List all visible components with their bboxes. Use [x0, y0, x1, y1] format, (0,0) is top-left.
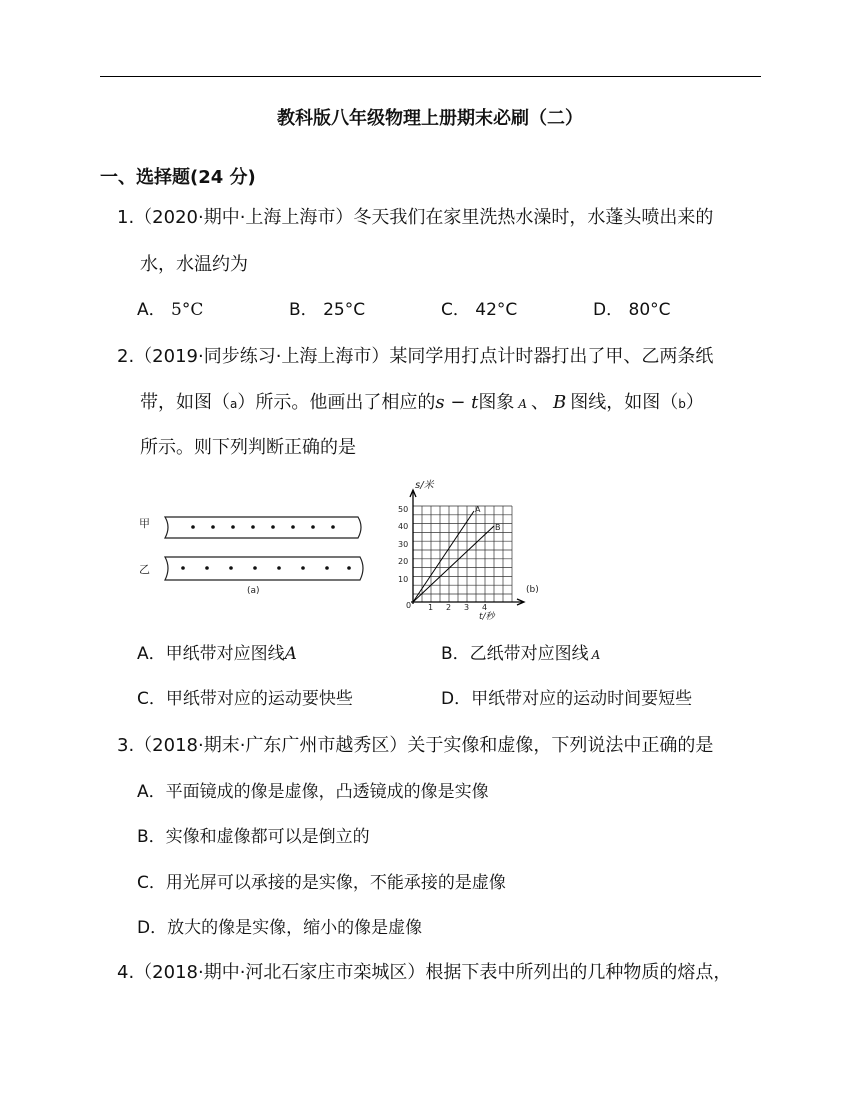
question-2-line-1: 2.（2019·同步练习·上海上海市）某同学用打点计时器打出了甲、乙两条纸 [117, 346, 714, 367]
x-tick: 2 [446, 603, 452, 612]
option-text: 平面镜成的像是虚像，凸透镜成的像是实像 [165, 782, 489, 802]
text-run: a [230, 397, 238, 411]
x-tick-labels [428, 603, 487, 612]
option-letter: D． [441, 689, 472, 709]
x-tick: 4 [482, 603, 488, 612]
option-text: 5°C [171, 300, 204, 320]
q3-option-c[interactable] [137, 871, 506, 895]
question-2-line-2 [140, 391, 704, 416]
figure-a-caption: (a) [247, 586, 260, 596]
option-text: 25°C [323, 300, 366, 320]
option-letter: B． [289, 300, 318, 320]
q1-option-a[interactable] [137, 298, 203, 322]
text-run: ）所示。他画出了相应的 [237, 392, 436, 413]
math-symbol: A [591, 648, 601, 662]
x-axis-label: t/秒 [479, 612, 495, 621]
option-letter: C． [137, 689, 166, 709]
option-letter: A． [137, 782, 166, 802]
option-letter: B． [137, 827, 166, 847]
tape-yi-dots [181, 566, 351, 570]
text-run: 带，如图（ [140, 392, 230, 413]
math-symbol: A [284, 644, 297, 664]
option-letter: A． [137, 300, 166, 320]
math-symbol: B [553, 392, 567, 413]
q1-option-c[interactable] [441, 298, 517, 322]
option-letter: B． [441, 644, 470, 664]
y-tick: 50 [398, 505, 409, 514]
q3-option-b[interactable] [137, 825, 370, 849]
option-text: 甲纸带对应图线 [165, 644, 285, 664]
option-letter: A． [137, 644, 166, 664]
text-run: 图线，如图（ [570, 392, 679, 413]
line-b [413, 526, 494, 602]
option-letter: C． [441, 300, 470, 320]
q3-option-d[interactable] [137, 916, 422, 940]
q3-option-a[interactable] [137, 780, 489, 804]
y-tick: 20 [398, 557, 409, 566]
text-run: 、 [531, 392, 550, 413]
option-text: 甲纸带对应的运动要快些 [165, 689, 353, 709]
q2-option-c[interactable] [137, 687, 353, 711]
q2-option-b[interactable] [441, 642, 600, 667]
page-title: 教科版八年级物理上册期末必刷（二） [277, 108, 583, 129]
tape-jia-dots [191, 525, 335, 529]
q1-option-b[interactable] [289, 298, 365, 322]
option-text: 乙纸带对应图线 [469, 644, 589, 664]
y-tick: 10 [398, 575, 409, 584]
line-b-label: B [495, 523, 501, 532]
label-yi: 乙 [139, 563, 150, 576]
top-rule [100, 76, 761, 77]
y-tick: 30 [398, 540, 409, 549]
y-tick: 40 [398, 522, 409, 531]
option-letter: C． [137, 873, 166, 893]
option-text: 42°C [475, 300, 518, 320]
x-tick: 1 [428, 603, 434, 612]
section-heading: 一、选择题(24 分) [100, 167, 256, 188]
x-tick: 3 [464, 603, 470, 612]
option-text: 甲纸带对应的运动时间要短些 [471, 689, 693, 709]
y-tick: 0 [406, 601, 412, 610]
y-tick-labels [398, 505, 411, 610]
figure-b-st-graph [393, 476, 553, 621]
question-4-line-1: 4.（2018·期中·河北石家庄市栾城区）根据下表中所列出的几种物质的熔点， [117, 962, 732, 983]
text-run: b [678, 397, 686, 411]
math-symbol: A [518, 397, 528, 411]
question-1-line-1: 1.（2020·期中·上海上海市）冬天我们在家里洗热水澡时，水蓬头喷出来的 [117, 207, 714, 228]
option-letter: D． [593, 300, 624, 320]
option-text: 实像和虚像都可以是倒立的 [165, 827, 370, 847]
line-a-label: A [475, 505, 481, 514]
tape-yi [165, 557, 363, 580]
option-text: 用光屏可以承接的是实像，不能承接的是虚像 [165, 873, 506, 893]
question-2-line-3: 所示。则下列判断正确的是 [140, 437, 356, 458]
q1-option-d[interactable] [593, 298, 671, 322]
text-run: ） [685, 392, 704, 413]
option-text: 80°C [628, 300, 671, 320]
q2-option-d[interactable] [441, 687, 692, 711]
option-letter: D． [137, 918, 168, 938]
text-run: 图象 [478, 392, 515, 413]
math-expression: s − t [435, 392, 479, 413]
question-1-line-2: 水，水温约为 [140, 254, 248, 275]
label-jia: 甲 [139, 517, 150, 530]
figure-a-ticker-tapes [135, 505, 370, 600]
question-3-line-1: 3.（2018·期末·广东广州市越秀区）关于实像和虚像，下列说法中正确的是 [117, 735, 714, 756]
y-axis-label: s/米 [415, 480, 434, 491]
figure-b-caption: (b) [526, 585, 539, 595]
option-text: 放大的像是实像，缩小的像是虚像 [167, 918, 423, 938]
q2-option-a[interactable] [137, 642, 297, 666]
